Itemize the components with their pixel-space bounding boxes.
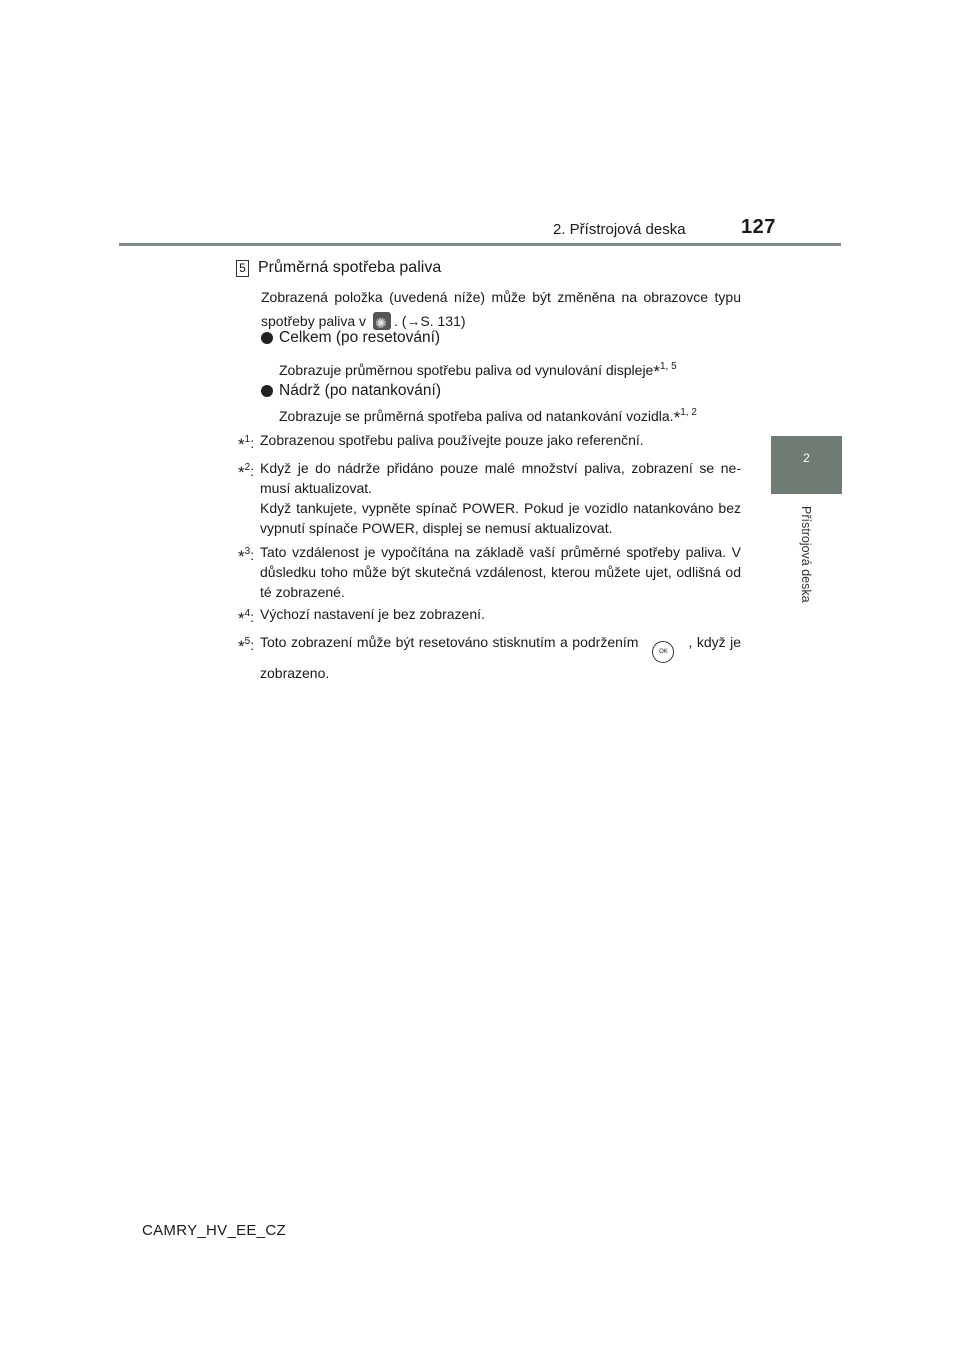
bullet-dot-icon (261, 385, 273, 397)
section-title: 2. Přístrojová deska (553, 221, 686, 238)
item-description: Zobrazená položka (uvedená níže) může být změněna na obrazovce typu spotřeby paliva v ✺ . (→S. 131) (261, 285, 741, 333)
page-number: 127 (741, 216, 776, 238)
footer-code: CAMRY_HV_EE_CZ (142, 1222, 286, 1239)
bullet-tank-text: Zobrazuje se průměrná spotřeba paliva od natankování vozidla.*$^{1, 2}$ (279, 407, 697, 427)
bullet-total-heading: Celkem (po resetování) (261, 329, 440, 347)
item-title: Průměrná spotřeba paliva (258, 259, 442, 276)
footnote-2: *$^2$: Když je do nádrže přidáno pouze malé množství paliva, zobrazení se ne-musí aktualizovat. Když tankujete, vypněte spínač POWER. Pokud je vozidlo natankováno bez vypnutí spínače POWER, displej se nemusí aktualizovat. (238, 460, 741, 536)
side-label: Přístrojová deska (799, 506, 813, 603)
footnote-3: *$^3$: Tato vzdálenost je vypočítána na základě vaší průměrné spotřeby paliva. V důsledku toho může být skutečná vzdálenost, kterou můžete ujet, odlišná od té zobrazené. (238, 544, 741, 600)
header-rule (119, 243, 841, 246)
footnote-5: *$^5$: Toto zobrazení může být resetováno stisknutím a podrženímOK, když je zobrazeno. (238, 634, 741, 681)
side-tab (771, 436, 842, 494)
bullet-dot-icon (261, 332, 273, 344)
bullet-total-text: Zobrazuje průměrnou spotřebu paliva od vynulování displeje*$^{1, 5}$ (279, 361, 677, 381)
item-number: 5 (236, 260, 249, 277)
footnote-4: *$^4$: Výchozí nastavení je bez zobrazení. (238, 606, 485, 628)
ok-button-icon: OK (652, 641, 674, 663)
footnote-1: *$^1$: Zobrazenou spotřebu paliva používejte pouze jako referenční. (238, 432, 644, 454)
settings-gear-icon (373, 312, 391, 330)
side-tab-number: 2 (803, 451, 810, 465)
item-heading (236, 259, 441, 277)
bullet-tank-heading: Nádrž (po natankování) (261, 382, 441, 400)
